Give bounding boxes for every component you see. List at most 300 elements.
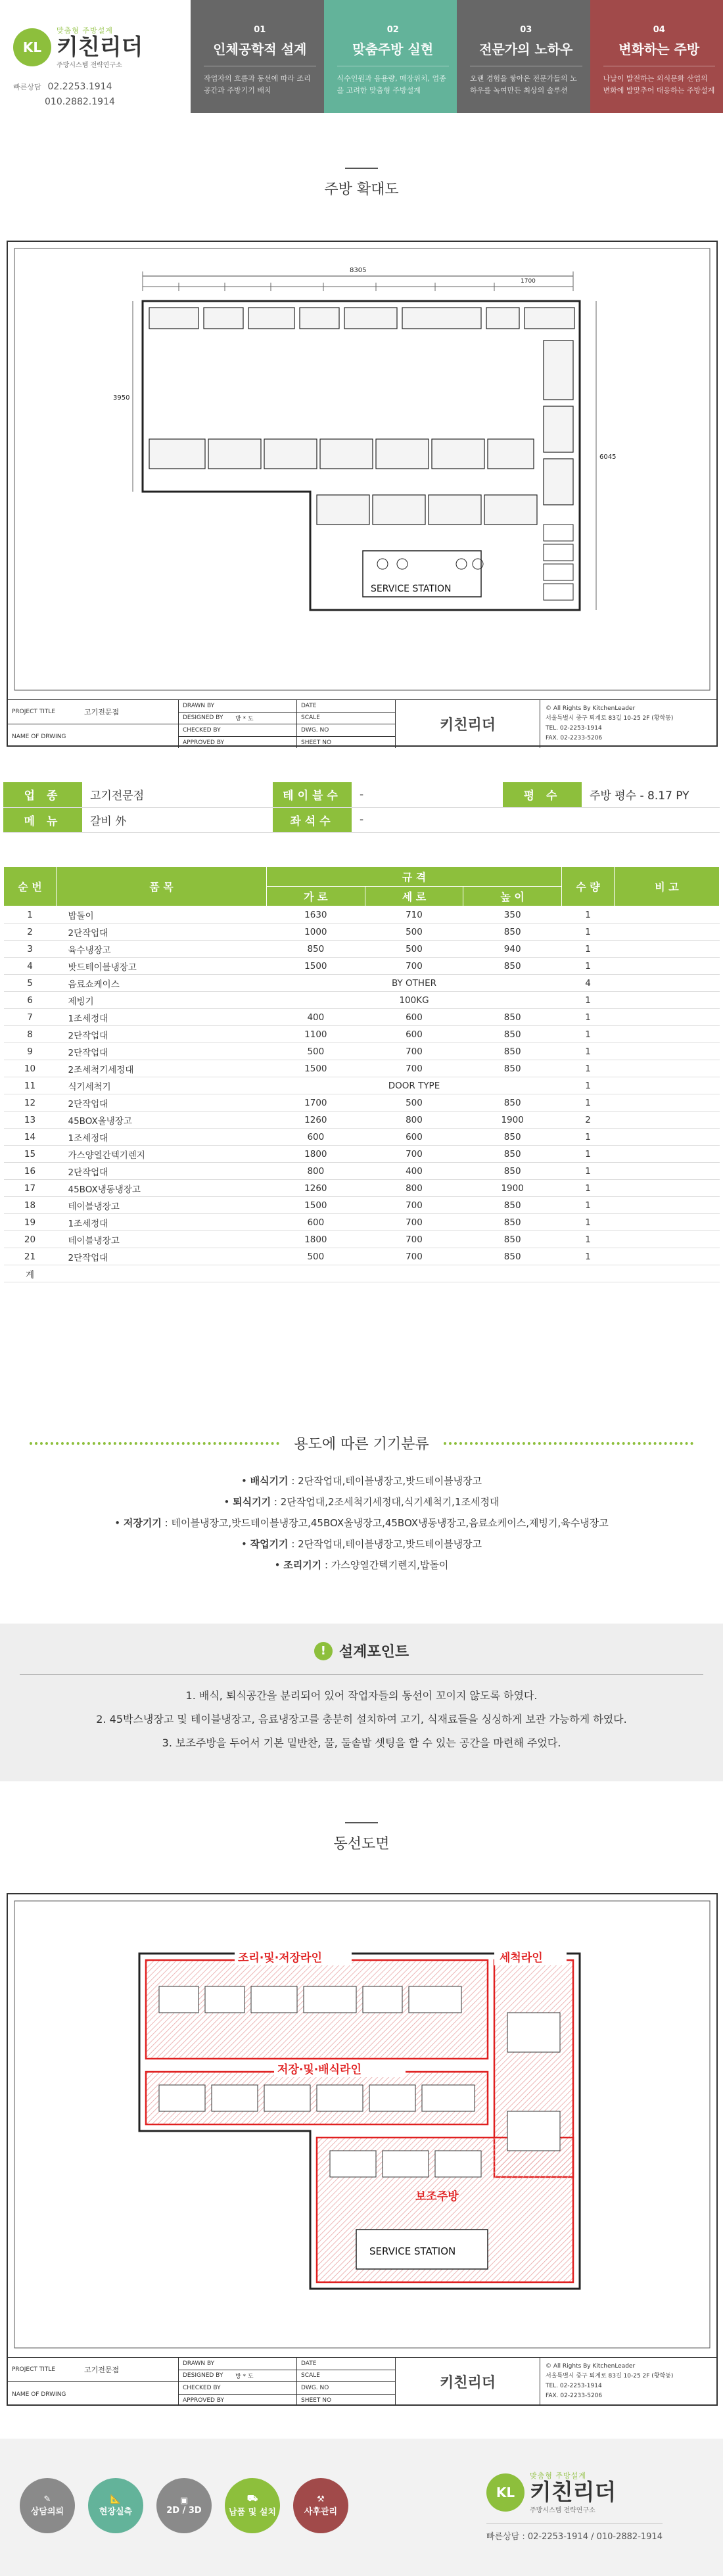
design-points-section [0, 1624, 723, 1781]
table-cell: 1 [562, 1043, 615, 1060]
table-row [4, 1129, 720, 1146]
table-cell: 1100 [267, 1026, 365, 1043]
table-cell: 1800 [267, 1231, 365, 1248]
footer-phone: 빠른상담 : 02-2253-1914 / 010-2882-1914 [486, 2523, 663, 2542]
table-cell: 테이블냉장고 [57, 1231, 267, 1248]
table-cell: 17 [4, 1180, 57, 1197]
design-2d3d-button[interactable] [156, 2478, 212, 2533]
table-row [4, 924, 720, 941]
tb-dwg-no: DWG. NO [297, 724, 395, 737]
table-cell: 14 [4, 1129, 57, 1146]
table-cell: 700 [365, 1197, 463, 1214]
point-line: 1. 배식, 퇴식공간을 분리되어 있어 작업자들의 동선이 꼬이지 않도록 하였다. [185, 1689, 538, 1702]
table-cell: 2단작업대 [57, 1094, 267, 1112]
footer [0, 2439, 723, 2576]
logo-subtitle: 주방시스템 전략연구소 [57, 62, 122, 69]
tb-scale: SCALE [297, 2370, 395, 2383]
table-cell [615, 1265, 720, 1282]
section-heading-flow [0, 1822, 723, 1853]
table-cell: 850 [463, 1026, 562, 1043]
table-cell: 350 [463, 906, 562, 924]
tb-logo [396, 2358, 540, 2406]
table-row [4, 906, 720, 924]
table-row [4, 1197, 720, 1214]
table-cell: 6 [4, 992, 57, 1009]
table-row [4, 992, 720, 1009]
tb-scale: SCALE [297, 713, 395, 725]
table-cell: 1500 [267, 958, 365, 975]
feature-title: 전문가의 노하우 [470, 39, 582, 66]
table-cell [615, 1009, 720, 1026]
table-cell: 계 [4, 1265, 57, 1282]
table-cell: 850 [463, 1231, 562, 1248]
table-row [4, 1009, 720, 1026]
info-value: 고기전문점 [82, 782, 273, 807]
info-key: 메 뉴 [3, 807, 82, 832]
table-cell: 850 [463, 1009, 562, 1026]
tb-logo [396, 700, 540, 748]
table-cell [615, 1214, 720, 1231]
table-cell: 1700 [267, 1094, 365, 1112]
point-line: 2. 45박스냉장고 및 테이블냉장고, 음료냉장고를 충분히 설치하여 고기, 식재료들을 싱싱하게 보관 가능하게 하였다. [96, 1713, 627, 1725]
table-row [4, 1043, 720, 1060]
table-cell: 500 [267, 1043, 365, 1060]
header-phones [13, 80, 191, 109]
table-cell: 1900 [463, 1112, 562, 1129]
table-cell: 1900 [463, 1180, 562, 1197]
tb-drawn-by: DRAWN BY [179, 700, 296, 713]
tb-contact [540, 700, 716, 748]
tb-designer-value: 방 * 도 [235, 2373, 254, 2380]
table-cell [267, 1265, 365, 1282]
heading-bar [345, 168, 378, 169]
classify-key: 저장기기 [123, 1517, 162, 1529]
table-cell: 700 [365, 1060, 463, 1077]
table-cell: 800 [365, 1112, 463, 1129]
table-cell: 7 [4, 1009, 57, 1026]
tb-logo-name: 키친리더 [439, 717, 496, 734]
zone-label-cook-storage: 조리·및·저장라인 [238, 1952, 322, 1965]
feature-num: 02 [386, 25, 399, 35]
table-cell: 2단작업대 [57, 1043, 267, 1060]
table-cell [615, 975, 720, 992]
table-cell [615, 1163, 720, 1180]
dim-total-width: 8305 [350, 267, 367, 274]
button-label: 상담의뢰 [30, 2507, 64, 2517]
feature-title: 인체공학적 설계 [204, 39, 316, 66]
table-cell: 850 [463, 1094, 562, 1112]
table-cell: 1 [4, 906, 57, 924]
tb-tel: TEL. 02-2253-1914 [546, 2383, 602, 2389]
table-cell: 850 [463, 1060, 562, 1077]
table-row [4, 1077, 720, 1094]
table-cell: 400 [267, 1009, 365, 1026]
table-cell [365, 1265, 463, 1282]
table-cell: 육수냉장고 [57, 941, 267, 958]
feature-2 [324, 0, 457, 113]
table-cell: 1 [562, 1094, 615, 1112]
tb-date: DATE [297, 2358, 395, 2370]
table-cell [615, 958, 720, 975]
service-station-label: SERVICE STATION [369, 2245, 456, 2257]
table-row [4, 1060, 720, 1077]
feature-title: 맞춤주방 실현 [337, 39, 450, 66]
table-cell: 10 [4, 1060, 57, 1077]
feature-num: 03 [520, 25, 532, 35]
table-row [4, 1248, 720, 1265]
col-size: 규 격 [267, 867, 562, 887]
table-cell: 1 [562, 1231, 615, 1248]
col-width: 가 로 [267, 887, 365, 906]
table-cell: 15 [4, 1146, 57, 1163]
table-cell [615, 906, 720, 924]
logo-name: 키친리더 [57, 34, 143, 60]
info-key: 테이블수 [273, 782, 352, 807]
table-cell: 700 [365, 958, 463, 975]
spec-table-body [4, 906, 720, 1282]
table-cell: 1 [562, 906, 615, 924]
table-cell: 400 [365, 1163, 463, 1180]
table-cell: 45BOX냉동냉장고 [57, 1180, 267, 1197]
table-cell: 850 [463, 1163, 562, 1180]
info-value: 갈비 外 [82, 807, 273, 832]
tb-logo-name: 키친리더 [439, 2375, 496, 2391]
table-row [4, 1094, 720, 1112]
col-height: 높 이 [463, 887, 562, 906]
classify-value: : 2단작업대,2조세척기세정대,식기세척기,1조세정대 [271, 1496, 500, 1508]
table-row [4, 1214, 720, 1231]
tb-sheet-no: SHEET NO [301, 739, 332, 746]
points-title: 설계포인트 [338, 1644, 409, 1660]
feature-3 [457, 0, 590, 113]
classify-line: • 배식기기 : 2단작업대,테이블냉장고,밧드테이블냉장고 [241, 1475, 482, 1487]
table-cell: 1 [562, 1060, 615, 1077]
table-cell: 2단작업대 [57, 1163, 267, 1180]
table-cell: 850 [463, 1043, 562, 1060]
table-cell: 700 [365, 1146, 463, 1163]
table-row [4, 1112, 720, 1129]
table-cell [615, 1026, 720, 1043]
table-cell [615, 1043, 720, 1060]
classify-value: : 2단작업대,테이블냉장고,밧드테이블냉장고 [288, 1475, 482, 1487]
table-cell: 710 [365, 906, 463, 924]
table-cell: 1 [562, 1129, 615, 1146]
table-cell: 1 [562, 992, 615, 1009]
table-cell: 1 [562, 1146, 615, 1163]
classify-title: 용도에 따른 기기분류 [294, 1436, 429, 1453]
table-cell: 16 [4, 1163, 57, 1180]
col-note: 비 고 [615, 867, 720, 906]
table-cell: 테이블냉장고 [57, 1197, 267, 1214]
table-cell [57, 1265, 267, 1282]
zone-label-storage-serve: 저장·및·배식라인 [277, 2063, 362, 2076]
phone-1: 02.2253.1914 [47, 82, 112, 92]
tb-fax: FAX. 02-2233-5206 [546, 735, 603, 741]
table-cell: 제빙기 [57, 992, 267, 1009]
table-row [4, 1265, 720, 1282]
classification-section [0, 1433, 723, 1576]
tb-sheet-no: SHEET NO [301, 2397, 332, 2404]
button-label: 납품 및 설치 [229, 2508, 276, 2517]
table-cell: 8 [4, 1026, 57, 1043]
classify-value: : 테이블냉장고,밧드테이블냉장고,45BOX올냉장고,45BOX냉동냉장고,음료쇼케이스,제빙기,육수냉장고 [161, 1517, 609, 1529]
table-cell: 600 [365, 1009, 463, 1026]
heading-bar [345, 1822, 378, 1823]
table-cell: 600 [267, 1214, 365, 1231]
button-label: 사후관리 [304, 2507, 338, 2517]
table-cell: 1000 [267, 924, 365, 941]
cube-icon: ▣ [179, 2496, 189, 2506]
phone-2: 010.2882.1914 [45, 97, 115, 107]
tb-address: 서울특별시 중구 퇴계로 83길 10-25 2F (황학동) [546, 715, 674, 722]
table-row [4, 1163, 720, 1180]
classify-key: 조리기기 [283, 1559, 322, 1571]
button-label: 2D / 3D [166, 2506, 202, 2516]
table-cell: 1 [562, 1026, 615, 1043]
section-title: 동선도면 [333, 1836, 390, 1852]
truck-icon: ⛟ [246, 2494, 258, 2504]
classify-key: 퇴식기기 [233, 1496, 271, 1508]
col-depth: 세 로 [365, 887, 463, 906]
table-cell: 800 [267, 1163, 365, 1180]
table-cell: 700 [365, 1214, 463, 1231]
table-cell: 1 [562, 1077, 615, 1094]
table-cell [615, 1146, 720, 1163]
table-row [4, 941, 720, 958]
info-key: 업 종 [3, 782, 82, 807]
tb-designed-by: DESIGNED BY [183, 2372, 223, 2379]
table-cell: 2단작업대 [57, 1026, 267, 1043]
feature-desc: 식수인원과 음용량, 매장위치, 업종을 고려한 맞춤형 주방설계 [337, 74, 446, 95]
classify-line: • 저장기기 : 테이블냉장고,밧드테이블냉장고,45BOX올냉장고,45BOX냉동냉장고,음료쇼케이스,제빙기,육수냉장고 [114, 1517, 609, 1529]
table-cell: 1 [562, 1180, 615, 1197]
logo[interactable] [13, 25, 191, 69]
tb-name-label: NAME OF DRWING [12, 2391, 66, 2398]
table-cell: 13 [4, 1112, 57, 1129]
consult-button[interactable] [20, 2478, 75, 2533]
table-cell: 2조세척기세정대 [57, 1060, 267, 1077]
feature-desc: 오랜 경험을 쌓아온 전문가들의 노하우를 녹여만든 최상의 솔루션 [470, 74, 577, 95]
button-label: 현장실측 [99, 2507, 133, 2517]
table-cell: 500 [365, 1094, 463, 1112]
table-cell: 1500 [267, 1060, 365, 1077]
classify-value: : 2단작업대,테이블냉장고,밧드테이블냉장고 [288, 1538, 482, 1550]
dim-right: 6045 [599, 454, 617, 461]
table-cell [463, 1265, 562, 1282]
flow-plan-svg [8, 1894, 716, 2354]
title-block [8, 699, 716, 748]
table-row [4, 1146, 720, 1163]
table-cell: BY OTHER [267, 975, 562, 992]
table-cell: 1 [562, 958, 615, 975]
table-cell: 1 [562, 1163, 615, 1180]
tb-drawn-by: DRAWN BY [179, 2358, 296, 2370]
table-cell [615, 1112, 720, 1129]
kitchen-plan-svg [8, 242, 716, 697]
table-cell: 1 [562, 1214, 615, 1231]
measure-button[interactable] [88, 2478, 143, 2533]
table-cell: 700 [365, 1231, 463, 1248]
table-cell: 850 [463, 1197, 562, 1214]
table-cell: 600 [365, 1026, 463, 1043]
zone-label-wash: 세척라인 [500, 1952, 543, 1965]
feature-num: 04 [653, 25, 665, 35]
table-cell: 850 [463, 1146, 562, 1163]
tb-checked-by: CHECKED BY [179, 2382, 296, 2395]
tb-project-title-label: PROJECT TITLE [12, 2366, 56, 2373]
feature-desc: 나날이 발전하는 외식문화 산업의 변화에 발맞추어 대응하는 주방설계 [603, 74, 715, 95]
table-cell: 850 [463, 1129, 562, 1146]
table-cell: 800 [365, 1180, 463, 1197]
zone-label-sub-kitchen: 보조주방 [415, 2190, 459, 2203]
table-cell: 2단작업대 [57, 1248, 267, 1265]
table-cell: 500 [365, 941, 463, 958]
tb-checked-by: CHECKED BY [179, 724, 296, 737]
info-key: 좌석수 [273, 807, 352, 832]
table-cell: 20 [4, 1231, 57, 1248]
table-cell: 3 [4, 941, 57, 958]
table-row [4, 1026, 720, 1043]
logo-tagline: 맞춤형 주방설계 [57, 26, 113, 35]
table-cell: 1 [562, 924, 615, 941]
info-value: - [352, 782, 503, 807]
tb-address: 서울특별시 중구 퇴계로 83길 10-25 2F (황학동) [546, 2373, 674, 2379]
wrench-icon: ⚒ [317, 2494, 325, 2504]
project-info-table [3, 782, 720, 833]
info-key: 평 수 [503, 782, 582, 807]
table-cell: 12 [4, 1094, 57, 1112]
table-cell: 4 [562, 975, 615, 992]
table-cell [615, 1077, 720, 1094]
footer-logo[interactable] [486, 2470, 663, 2514]
flow-plan-drawing [7, 1893, 718, 2406]
info-value: 주방 평수 - 8.17 PY [582, 782, 720, 807]
table-cell: 850 [267, 941, 365, 958]
feature-1 [191, 0, 324, 113]
table-cell: 500 [267, 1248, 365, 1265]
table-cell: 850 [463, 1248, 562, 1265]
table-row [4, 958, 720, 975]
equipment-spec-table [3, 866, 720, 1282]
aftercare-button[interactable] [293, 2478, 348, 2533]
table-cell: 1260 [267, 1112, 365, 1129]
col-qty: 수 량 [562, 867, 615, 906]
table-cell [615, 1180, 720, 1197]
feature-4 [590, 0, 723, 113]
logo-icon: KL [486, 2473, 525, 2512]
table-cell [615, 1094, 720, 1112]
feature-title: 변화하는 주방 [603, 39, 716, 66]
table-cell: 19 [4, 1214, 57, 1231]
table-cell [615, 1248, 720, 1265]
logo-icon: KL [13, 28, 51, 66]
table-cell [615, 992, 720, 1009]
logo-subtitle: 주방시스템 전략연구소 [530, 2507, 595, 2514]
classify-line: • 퇴식기기 : 2단작업대,2조세척기세정대,식기세척기,1조세정대 [223, 1496, 500, 1508]
tb-name-label: NAME OF DRWING [12, 733, 66, 740]
table-cell: 1 [562, 1248, 615, 1265]
table-cell: 1630 [267, 906, 365, 924]
tb-copyright: © All Rights By KitchenLeader [546, 2363, 636, 2370]
table-cell: 1 [562, 1197, 615, 1214]
table-cell: 850 [463, 1214, 562, 1231]
section-heading-plan [0, 168, 723, 199]
table-cell: 식기세척기 [57, 1077, 267, 1094]
dim-top-right: 1700 [521, 278, 536, 285]
footer-brand [486, 2470, 663, 2542]
brand-block [0, 0, 191, 113]
table-cell: 18 [4, 1197, 57, 1214]
col-no: 순 번 [4, 867, 57, 906]
tb-designer-value: 방 * 도 [235, 715, 254, 722]
col-name: 품 목 [57, 867, 267, 906]
table-cell: 1260 [267, 1180, 365, 1197]
table-cell [615, 941, 720, 958]
table-cell [615, 1231, 720, 1248]
consult-icon: ✎ [43, 2494, 51, 2504]
table-cell: 850 [463, 924, 562, 941]
table-cell: 음료쇼케이스 [57, 975, 267, 992]
table-cell: 1 [562, 1009, 615, 1026]
tb-approved-by: APPROVED BY [183, 2397, 225, 2404]
logo-tagline: 맞춤형 주방설계 [530, 2471, 586, 2480]
table-row [4, 975, 720, 992]
classify-key: 배식기기 [250, 1475, 289, 1487]
tb-project-value: 고기전문점 [84, 2366, 120, 2374]
table-cell: 1 [562, 941, 615, 958]
tb-project-value: 고기전문점 [84, 708, 120, 716]
service-station-label: SERVICE STATION [371, 584, 452, 594]
table-cell: 2 [562, 1112, 615, 1129]
table-cell: 1조세정대 [57, 1214, 267, 1231]
table-row [4, 1231, 720, 1248]
install-button[interactable] [225, 2478, 280, 2533]
tb-approved-by: APPROVED BY [183, 739, 225, 746]
table-cell: 940 [463, 941, 562, 958]
phone-label: 빠른상담 [13, 83, 41, 91]
dim-left: 3950 [113, 394, 130, 402]
feature-desc: 작업자의 흐름과 동선에 따라 조리공간과 주방기기 배치 [204, 74, 311, 95]
tb-tel: TEL. 02-2253-1914 [546, 725, 602, 732]
table-cell: 600 [365, 1129, 463, 1146]
table-cell: 45BOX올냉장고 [57, 1112, 267, 1129]
title-block [8, 2357, 716, 2406]
table-cell: 500 [365, 924, 463, 941]
table-row [4, 1180, 720, 1197]
table-cell: 700 [365, 1248, 463, 1265]
tb-fax: FAX. 02-2233-5206 [546, 2393, 603, 2399]
tb-project-title-label: PROJECT TITLE [12, 709, 56, 715]
table-cell [615, 924, 720, 941]
table-cell: 5 [4, 975, 57, 992]
table-cell: 600 [267, 1129, 365, 1146]
table-cell: 2단작업대 [57, 924, 267, 941]
table-cell: 1800 [267, 1146, 365, 1163]
exclamation-icon: ! [314, 1642, 333, 1660]
table-cell: 가스양열간텍기렌지 [57, 1146, 267, 1163]
table-cell: 1조세정대 [57, 1129, 267, 1146]
logo-name: 키친리더 [530, 2479, 617, 2506]
table-cell: 850 [463, 958, 562, 975]
info-value: - [352, 807, 503, 832]
kitchen-plan-drawing [7, 241, 718, 747]
tb-copyright: © All Rights By KitchenLeader [546, 705, 636, 712]
tb-contact [540, 2358, 716, 2406]
tb-dwg-no: DWG. NO [297, 2382, 395, 2395]
table-cell: 9 [4, 1043, 57, 1060]
classify-line: • 조리기기 : 가스양열간텍기렌지,밥돌이 [274, 1559, 449, 1571]
point-line: 3. 보조주방을 두어서 기본 밑반찬, 물, 둘솥밥 셋팅을 할 수 있는 공간을 마련해 주었다. [162, 1737, 561, 1749]
